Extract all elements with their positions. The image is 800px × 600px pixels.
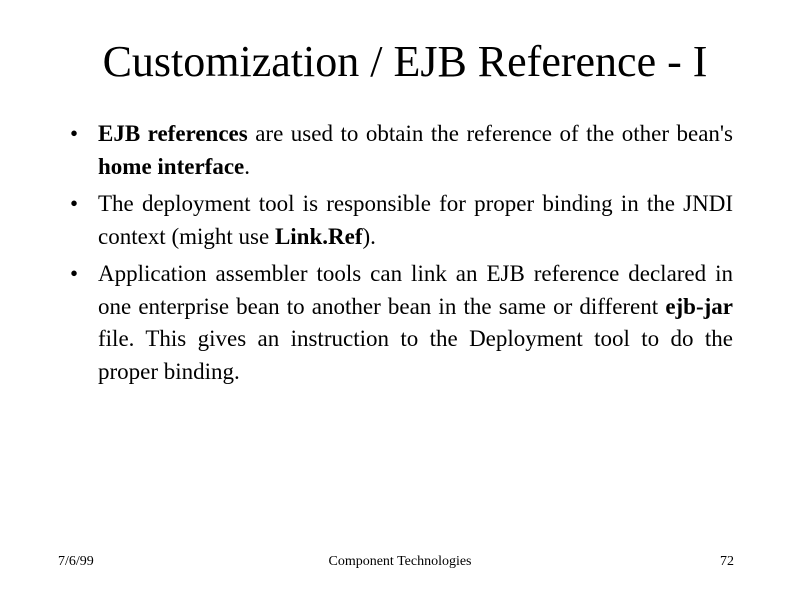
bullet-text-segment: EJB references	[98, 121, 248, 146]
bullet-text-segment: are used to obtain the reference of the other bean's	[247, 121, 733, 146]
page-number: 72	[720, 554, 734, 569]
bullet-text-segment: .	[244, 153, 250, 179]
bullet-list	[66, 118, 733, 393]
bullet-dot-icon: •	[70, 191, 79, 216]
bullet-dot-icon: •	[70, 261, 79, 286]
bullet-text-segment: ).	[362, 223, 376, 249]
bullet-text-segment: file. This gives an instruction to the Deployment tool to do the proper binding.	[98, 326, 733, 384]
bullet-text	[98, 121, 733, 179]
bullet-text-segment: home interface	[98, 153, 245, 179]
bullet-text-segment: ejb-jar	[665, 293, 733, 319]
bullet-text-segment: Application assembler tools can link an EJB reference declared in one enterprise bean to another bean in the same or different	[98, 261, 733, 319]
bullet-item	[66, 258, 733, 388]
bullet-text-segment: The deployment tool is responsible for proper binding in the JNDI context (might use	[98, 191, 733, 249]
footer-title: Component Technologies	[328, 554, 472, 569]
bullet-item	[66, 188, 733, 253]
footer-date: 7/6/99	[58, 554, 94, 569]
slide-title: Customization / EJB Reference - I	[102, 37, 708, 86]
bullet-text	[98, 191, 733, 249]
bullet-text-segment: Link.Ref	[274, 223, 363, 249]
bullet-dot-icon: •	[70, 121, 79, 146]
bullet-text	[98, 261, 733, 384]
bullet-item	[66, 118, 733, 183]
